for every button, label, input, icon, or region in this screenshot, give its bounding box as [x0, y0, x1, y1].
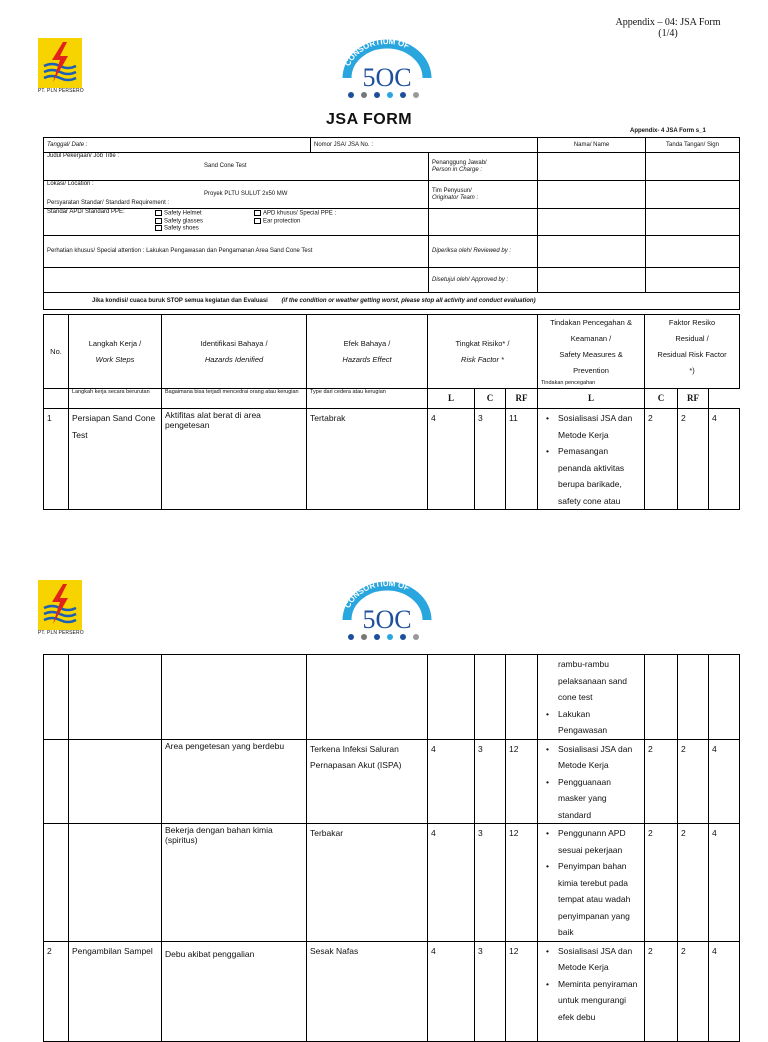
list-item: • Pemasangan penanda aktivitas berupa barikade, safety cone atau [558, 443, 641, 509]
row-l: 4 [428, 409, 475, 510]
special-ppe-list [254, 210, 336, 225]
col-hazards: Identifikasi Bahaya / Hazards Idenified [162, 315, 307, 389]
row-prevent [538, 409, 645, 510]
checkbox-icon[interactable] [155, 210, 162, 216]
sub-rf: RF [506, 389, 538, 409]
ppe-list [155, 210, 203, 233]
col-prevent: Tindakan Pencegahan & Keamanan / Safety Measures & Prevention Tindakan pencegahan [538, 315, 645, 389]
row-rf: 11 [506, 409, 538, 510]
location-cell [44, 181, 429, 209]
row-effect: Terbakar [307, 824, 428, 942]
list-item: • Meminta penyiraman untuk mengurangi efek debu [558, 976, 641, 1026]
attention-label: Perhatian khusus/ Special attention : [47, 248, 145, 254]
info-table [43, 137, 740, 310]
consortium-logo [337, 38, 437, 102]
sub-hazards: Bagaimana bisa terjadi mencedrai orang atau kerugian [162, 389, 307, 409]
row-prevent [538, 941, 645, 1041]
originator-extra-sign[interactable] [646, 209, 740, 236]
prevent-continued: rambu-rambu pelaksanaan sand cone test [558, 659, 628, 702]
pln-caption: PT. PLN PERSERO [38, 630, 84, 636]
reviewed-sign[interactable] [646, 236, 740, 268]
checkbox-icon[interactable] [155, 225, 162, 231]
approved-sign[interactable] [646, 268, 740, 293]
originator-label-1: Tim Penyusun/ [432, 187, 472, 194]
row-hazard: Debu akibat penggalian [162, 941, 307, 1041]
list-item: • Sosialisasi JSA dan Metode Kerja [558, 943, 641, 976]
job-title-label: Judul Pekerjaan/ Job Title : [47, 153, 120, 159]
consortium-mark: 5OC [362, 605, 412, 634]
consortium-arc-text: CONSORTIUM OF [342, 580, 411, 610]
sign-header: Tanda Tangan/ Sign [646, 138, 740, 153]
date-label: Tanggal/ Date : [44, 138, 311, 153]
row-hazard: Area pengetesan yang berdebu [162, 739, 307, 824]
row-no: 2 [44, 941, 69, 1041]
stop-notice-en: (if the condition or weather getting worst, please stop all activity and conduct evaluation) [281, 297, 536, 304]
page-title: JSA FORM [326, 111, 413, 128]
row-hazard: Bekerja dengan bahan kimia (spiritus) [162, 824, 307, 942]
approved-label: Disetujui oleh/ Approved by : [429, 268, 538, 293]
sub-prevent: Tindakan pencegahan [541, 380, 596, 386]
list-item: • Penggunann APD sesuai pekerjaan [558, 825, 641, 858]
sub-res-rf: RF [678, 389, 709, 409]
reviewed-label: Diperiksa oleh/ Reviewed by : [429, 236, 538, 268]
appendix-label [612, 17, 724, 39]
table-row: Bekerja dengan bahan kimia (spiritus) Terbakar 4 3 12 • Penggunann APD sesuai pekerjaan • Penyimpan bahan kimia terebut pada tempat atau wadah penyimpanan yang baik 2 2 4 [44, 824, 740, 942]
row-no: 1 [44, 409, 69, 510]
pic-name[interactable] [538, 153, 646, 181]
special-ppe-item-ear: Ear protection [254, 218, 336, 226]
sub-l: L [428, 389, 475, 409]
col-effect: Efek Bahaya / Hazards Effect [307, 315, 428, 389]
job-title-cell [44, 153, 429, 181]
ppe-label: Standar APD/ Standard PPE: [47, 209, 125, 215]
checkbox-icon[interactable] [254, 210, 261, 216]
consortium-arc-text: CONSORTIUM OF [342, 38, 411, 68]
row-effect: Sesak Nafas [307, 941, 428, 1041]
pic-label-1: Penanggung Jawab/ [432, 159, 487, 166]
pln-logo-mark [38, 580, 82, 630]
std-req-label: Persyaratan Standar/ Standard Requirement : [47, 200, 170, 206]
row-c: 3 [475, 409, 506, 510]
ppe-cell [44, 209, 429, 236]
row-res-l: 2 [645, 409, 678, 510]
list-item: • Pengguanaan masker yang standard [558, 774, 641, 824]
sub-effect: Type dari cedera atau kerugian [307, 389, 428, 409]
checkbox-icon[interactable] [155, 218, 162, 224]
attention-cell [44, 236, 429, 268]
location-label: Lokasi/ Location : [47, 181, 94, 187]
row-prevent [538, 655, 645, 740]
sub-c: C [475, 389, 506, 409]
jsa-table [43, 314, 740, 510]
jsa-table-page2 [43, 654, 740, 1042]
table-row [44, 655, 740, 740]
col-no: No. [44, 315, 69, 389]
row-effect: Tertabrak [307, 409, 428, 510]
col-steps: Langkah Kerja / Work Steps [69, 315, 162, 389]
appendix-line-1: Appendix – 04: JSA Form [615, 17, 721, 28]
attention-blank [44, 268, 429, 293]
attention-value: Lakukan Pengawasan dan Pengamanan Area Sand Cone Test [146, 248, 313, 254]
job-title-value: Sand Cone Test [204, 163, 247, 169]
location-value: Proyek PLTU SULUT 2x50 MW [204, 191, 288, 197]
approved-name[interactable] [538, 268, 646, 293]
list-item: • Penyimpan bahan kimia terebut pada tempat atau wadah penyimpanan yang baik [558, 858, 641, 941]
sub-steps: Langkah kerja secara berurutan [69, 389, 162, 409]
originator-label [429, 181, 538, 209]
stop-notice-id: Jika kondisi/ cuaca buruk STOP semua kegiatan dan Evaluasi [92, 297, 268, 304]
row-res-rf: 4 [709, 409, 740, 510]
jsa-no-label: Nomor JSA/ JSA No. : [311, 138, 538, 153]
row-prevent [538, 739, 645, 824]
sub-no [44, 389, 69, 409]
appendix-line-2: (1/4) [658, 28, 678, 39]
stop-notice [44, 293, 740, 310]
pln-caption: PT. PLN PERSERO [38, 88, 84, 94]
table-row: 2 Pengambilan Sampel Debu akibat penggalian Sesak Nafas 4 3 12 • Sosialisasi JSA dan Metode Kerja • Meminta penyiraman untuk mengurangi efek debu 2 2 4 [44, 941, 740, 1041]
sub-res-l: L [538, 389, 645, 409]
list-item: • Lakukan Pengawasan [558, 706, 641, 739]
consortium-mark: 5OC [362, 63, 412, 92]
row-step: Pengambilan Sampel [69, 941, 162, 1041]
name-header: Nama/ Name [538, 138, 646, 153]
pic-label [429, 153, 538, 181]
row-prevent [538, 824, 645, 942]
originator-sign[interactable] [646, 181, 740, 209]
pic-sign[interactable] [646, 153, 740, 181]
pic-label-2: Person in Charge : [432, 166, 483, 173]
originator-name[interactable] [538, 181, 646, 209]
appendix-small: Appendix- 4 JSA Form s_1 [630, 128, 706, 134]
reviewed-name[interactable] [538, 236, 646, 268]
originator-extra-name[interactable] [538, 209, 646, 236]
col-residual: Faktor Resiko Residual / Residual Risk Factor *) [645, 315, 740, 389]
ppe-item-helmet: Safety Helmet [155, 210, 203, 218]
checkbox-icon[interactable] [254, 218, 261, 224]
sub-res-c: C [645, 389, 678, 409]
row-step: Persiapan Sand Cone Test [69, 409, 162, 510]
table-row: Area pengetesan yang berdebu Terkena Infeksi Saluran Pernapasan Akut (ISPA) 4 3 12 • Sosialisasi JSA dan Metode Kerja • Pengguanaan masker yang standard 2 2 4 [44, 739, 740, 824]
ppe-item-shoes: Safety shoes [155, 225, 203, 233]
special-ppe-label-row: APD khusus/ Special PPE : [254, 210, 336, 218]
list-item: • Sosialisasi JSA dan Metode Kerja [558, 741, 641, 774]
row-effect: Terkena Infeksi Saluran Pernapasan Akut (ISPA) [307, 739, 428, 824]
row-res-c: 2 [678, 409, 709, 510]
table-row [44, 409, 740, 510]
pln-logo-mark [38, 38, 82, 88]
col-risk: Tingkat Risiko* / Risk Factor * [428, 315, 538, 389]
ppe-item-glasses: Safety glasses [155, 218, 203, 226]
consortium-logo-page2 [337, 580, 437, 644]
originator-label-2: Originator Team : [432, 194, 479, 201]
originator-extra [429, 209, 538, 236]
row-hazard: Aktifitas alat berat di area pengetesan [162, 409, 307, 510]
pln-logo-page2 [38, 580, 84, 636]
list-item: • Sosialisasi JSA dan Metode Kerja [558, 410, 641, 443]
pln-logo [38, 38, 84, 94]
